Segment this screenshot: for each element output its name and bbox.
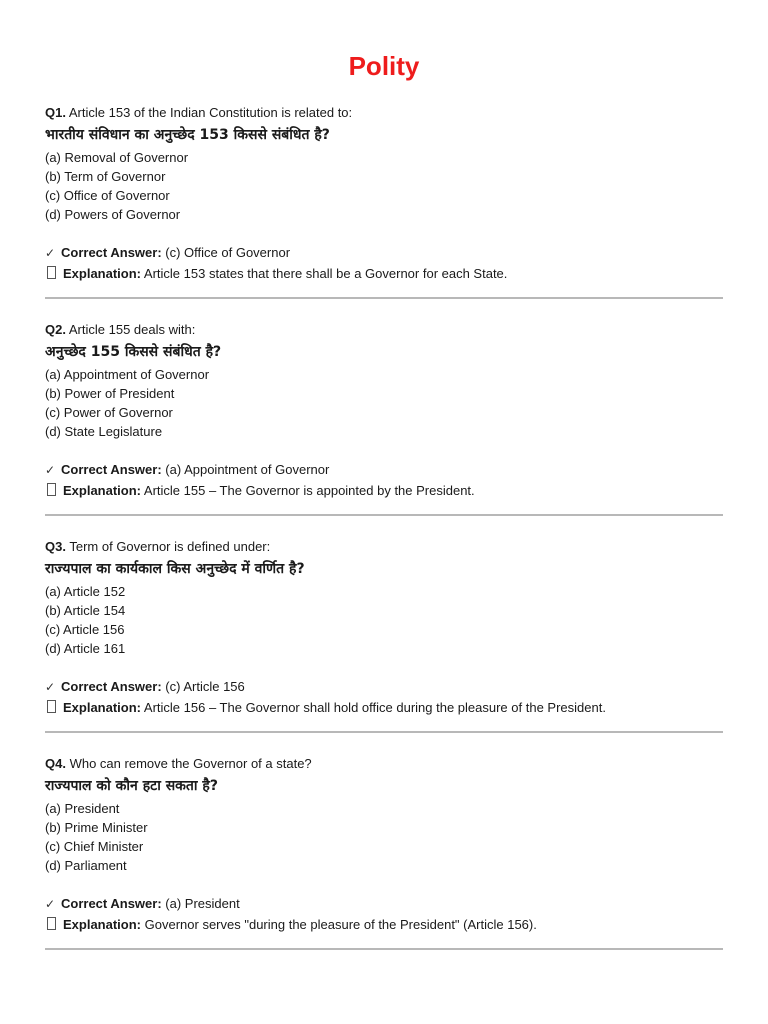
missing-glyph-box-icon <box>47 917 56 930</box>
explanation-label: Explanation: <box>63 916 142 932</box>
check-mark-icon: ✓ <box>45 246 56 260</box>
section-divider <box>45 514 723 516</box>
question-text <box>45 538 723 556</box>
question-block <box>45 321 723 500</box>
explanation-label: Explanation: <box>63 699 142 715</box>
option-item: (a) President <box>45 801 120 816</box>
option-item: (a) Appointment of Governor <box>45 367 210 382</box>
missing-glyph-box-icon <box>47 483 56 496</box>
section-divider <box>45 731 723 733</box>
check-mark-icon: ✓ <box>45 680 56 694</box>
correct-answer-line <box>45 677 723 698</box>
missing-glyph-box-icon <box>47 266 56 279</box>
answer-block <box>45 243 723 283</box>
correct-answer-line <box>45 460 723 481</box>
explanation-line <box>45 481 723 501</box>
question-english: Term of Governor is defined under: <box>69 539 271 554</box>
explanation-label: Explanation: <box>63 265 142 281</box>
options-list <box>45 148 723 224</box>
answer-block <box>45 677 723 717</box>
correct-answer-value: (c) Article 156 <box>165 679 245 694</box>
correct-answer-value: (a) President <box>165 896 240 911</box>
explanation-text: Governor serves "during the pleasure of the President" (Article 156). <box>144 916 537 932</box>
explanation-text: Article 155 – The Governor is appointed by the President. <box>143 482 475 498</box>
question-hindi: राज्यपाल का कार्यकाल किस अनुच्छेद में वर्णित है? <box>45 561 305 577</box>
option-item: (d) Parliament <box>45 858 127 873</box>
explanation-label: Explanation: <box>63 482 142 498</box>
explanation-text: Article 153 states that there shall be a Governor for each State. <box>143 265 508 281</box>
correct-answer-value: (a) Appointment of Governor <box>165 462 330 477</box>
option-item: (a) Removal of Governor <box>45 150 189 165</box>
option-item: (d) State Legislature <box>45 424 163 439</box>
question-number: Q1. <box>45 105 66 120</box>
question-english: Article 153 of the Indian Constitution is related to: <box>68 105 353 120</box>
question-text <box>45 321 723 339</box>
question-text <box>45 755 723 773</box>
option-item: (b) Article 154 <box>45 603 126 618</box>
question-text <box>45 104 723 122</box>
question-hindi: अनुच्छेद 155 किससे संबंधित है? <box>45 344 222 360</box>
correct-answer-label: Correct Answer: <box>61 245 162 260</box>
question-block <box>45 538 723 717</box>
question-english: Article 155 deals with: <box>68 322 196 337</box>
answer-block <box>45 460 723 500</box>
option-item: (c) Power of Governor <box>45 405 173 420</box>
missing-glyph-box-icon <box>47 700 56 713</box>
check-mark-icon: ✓ <box>45 463 56 477</box>
explanation-line <box>45 915 723 935</box>
document-page <box>45 48 723 972</box>
question-block <box>45 755 723 934</box>
option-item: (c) Chief Minister <box>45 839 144 854</box>
correct-answer-label: Correct Answer: <box>61 896 162 911</box>
section-divider <box>45 297 723 299</box>
page-title: Polity <box>348 51 420 81</box>
option-item: (b) Prime Minister <box>45 820 148 835</box>
option-item: (b) Term of Governor <box>45 169 166 184</box>
question-block <box>45 104 723 283</box>
option-item: (a) Article 152 <box>45 584 126 599</box>
option-item: (c) Office of Governor <box>45 188 170 203</box>
question-number: Q2. <box>45 322 66 337</box>
option-item: (c) Article 156 <box>45 622 125 637</box>
section-divider <box>45 948 723 950</box>
option-item: (d) Article 161 <box>45 641 126 656</box>
question-number: Q3. <box>45 539 66 554</box>
explanation-text: Article 156 – The Governor shall hold office during the pleasure of the President. <box>143 699 606 715</box>
question-list <box>45 104 723 950</box>
correct-answer-value: (c) Office of Governor <box>165 245 291 260</box>
answer-block <box>45 894 723 934</box>
check-mark-icon: ✓ <box>45 897 56 911</box>
explanation-line <box>45 698 723 718</box>
option-item: (b) Power of President <box>45 386 175 401</box>
question-english: Who can remove the Governor of a state? <box>69 756 312 771</box>
correct-answer-label: Correct Answer: <box>61 679 162 694</box>
options-list <box>45 799 723 875</box>
correct-answer-line <box>45 243 723 264</box>
question-hindi: राज्यपाल को कौन हटा सकता है? <box>45 778 218 794</box>
question-number: Q4. <box>45 756 66 771</box>
correct-answer-label: Correct Answer: <box>61 462 162 477</box>
correct-answer-line <box>45 894 723 915</box>
question-hindi: भारतीय संविधान का अनुच्छेद 153 किससे संबंधित है? <box>45 127 330 143</box>
option-item: (d) Powers of Governor <box>45 207 181 222</box>
options-list <box>45 365 723 441</box>
explanation-line <box>45 264 723 284</box>
options-list <box>45 582 723 658</box>
